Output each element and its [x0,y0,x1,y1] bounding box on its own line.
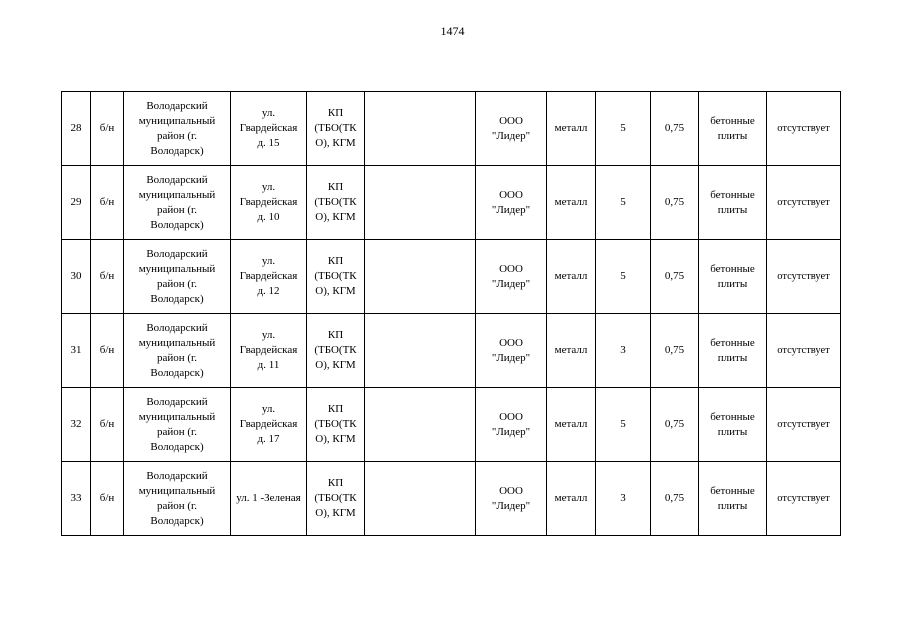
container-volume-cell: 0,75 [651,314,699,388]
empty-cell [365,92,476,166]
operator-cell: ООО "Лидер" [476,240,547,314]
empty-cell [365,166,476,240]
container-material-cell: металл [547,388,596,462]
waste-type-cell: КП (ТБО(ТК О), КГМ [307,240,365,314]
operator-cell: ООО "Лидер" [476,314,547,388]
row-number-cell: 29 [62,166,91,240]
waste-type-cell: КП (ТБО(ТК О), КГМ [307,92,365,166]
surface-cell: бетонные плиты [699,462,767,536]
operator-cell: ООО "Лидер" [476,92,547,166]
waste-type-cell: КП (ТБО(ТК О), КГМ [307,314,365,388]
empty-cell [365,314,476,388]
fence-cell: отсутствует [767,462,841,536]
container-volume-cell: 0,75 [651,462,699,536]
container-material-cell: металл [547,240,596,314]
container-count-cell: 3 [596,462,651,536]
district-cell: Володарский муниципальный район (г. Володарск) [124,166,231,240]
row-number-cell: 28 [62,92,91,166]
container-volume-cell: 0,75 [651,240,699,314]
waste-type-cell: КП (ТБО(ТК О), КГМ [307,462,365,536]
address-cell: ул. Гвардейская д. 12 [231,240,307,314]
registry-number-cell: б/н [91,314,124,388]
empty-cell [365,462,476,536]
address-cell: ул. Гвардейская д. 17 [231,388,307,462]
surface-cell: бетонные плиты [699,240,767,314]
registry-number-cell: б/н [91,240,124,314]
registry-number-cell: б/н [91,166,124,240]
table-body [62,92,841,536]
registry-number-cell: б/н [91,92,124,166]
waste-type-cell: КП (ТБО(ТК О), КГМ [307,388,365,462]
table-row [62,462,841,536]
table-row [62,166,841,240]
address-cell: ул. Гвардейская д. 10 [231,166,307,240]
table-row [62,92,841,166]
empty-cell [365,388,476,462]
container-material-cell: металл [547,92,596,166]
container-material-cell: металл [547,462,596,536]
row-number-cell: 32 [62,388,91,462]
fence-cell: отсутствует [767,166,841,240]
address-cell: ул. Гвардейская д. 15 [231,92,307,166]
registry-number-cell: б/н [91,462,124,536]
empty-cell [365,240,476,314]
fence-cell: отсутствует [767,388,841,462]
container-material-cell: металл [547,166,596,240]
container-material-cell: металл [547,314,596,388]
row-number-cell: 33 [62,462,91,536]
container-count-cell: 5 [596,240,651,314]
row-number-cell: 30 [62,240,91,314]
container-volume-cell: 0,75 [651,388,699,462]
district-cell: Володарский муниципальный район (г. Володарск) [124,388,231,462]
container-count-cell: 5 [596,388,651,462]
page-number: 1474 [440,24,465,38]
row-number-cell: 31 [62,314,91,388]
table-row [62,240,841,314]
waste-type-cell: КП (ТБО(ТК О), КГМ [307,166,365,240]
operator-cell: ООО "Лидер" [476,388,547,462]
waste-sites-table [61,91,841,536]
operator-cell: ООО "Лидер" [476,462,547,536]
surface-cell: бетонные плиты [699,314,767,388]
address-cell: ул. 1 -Зеленая [231,462,307,536]
table-row [62,314,841,388]
district-cell: Володарский муниципальный район (г. Володарск) [124,92,231,166]
district-cell: Володарский муниципальный район (г. Володарск) [124,462,231,536]
fence-cell: отсутствует [767,314,841,388]
container-volume-cell: 0,75 [651,92,699,166]
operator-cell: ООО "Лидер" [476,166,547,240]
surface-cell: бетонные плиты [699,166,767,240]
container-count-cell: 5 [596,92,651,166]
container-count-cell: 3 [596,314,651,388]
district-cell: Володарский муниципальный район (г. Володарск) [124,314,231,388]
surface-cell: бетонные плиты [699,92,767,166]
address-cell: ул. Гвардейская д. 11 [231,314,307,388]
container-volume-cell: 0,75 [651,166,699,240]
fence-cell: отсутствует [767,240,841,314]
container-count-cell: 5 [596,166,651,240]
district-cell: Володарский муниципальный район (г. Володарск) [124,240,231,314]
registry-number-cell: б/н [91,388,124,462]
fence-cell: отсутствует [767,92,841,166]
table-row [62,388,841,462]
surface-cell: бетонные плиты [699,388,767,462]
